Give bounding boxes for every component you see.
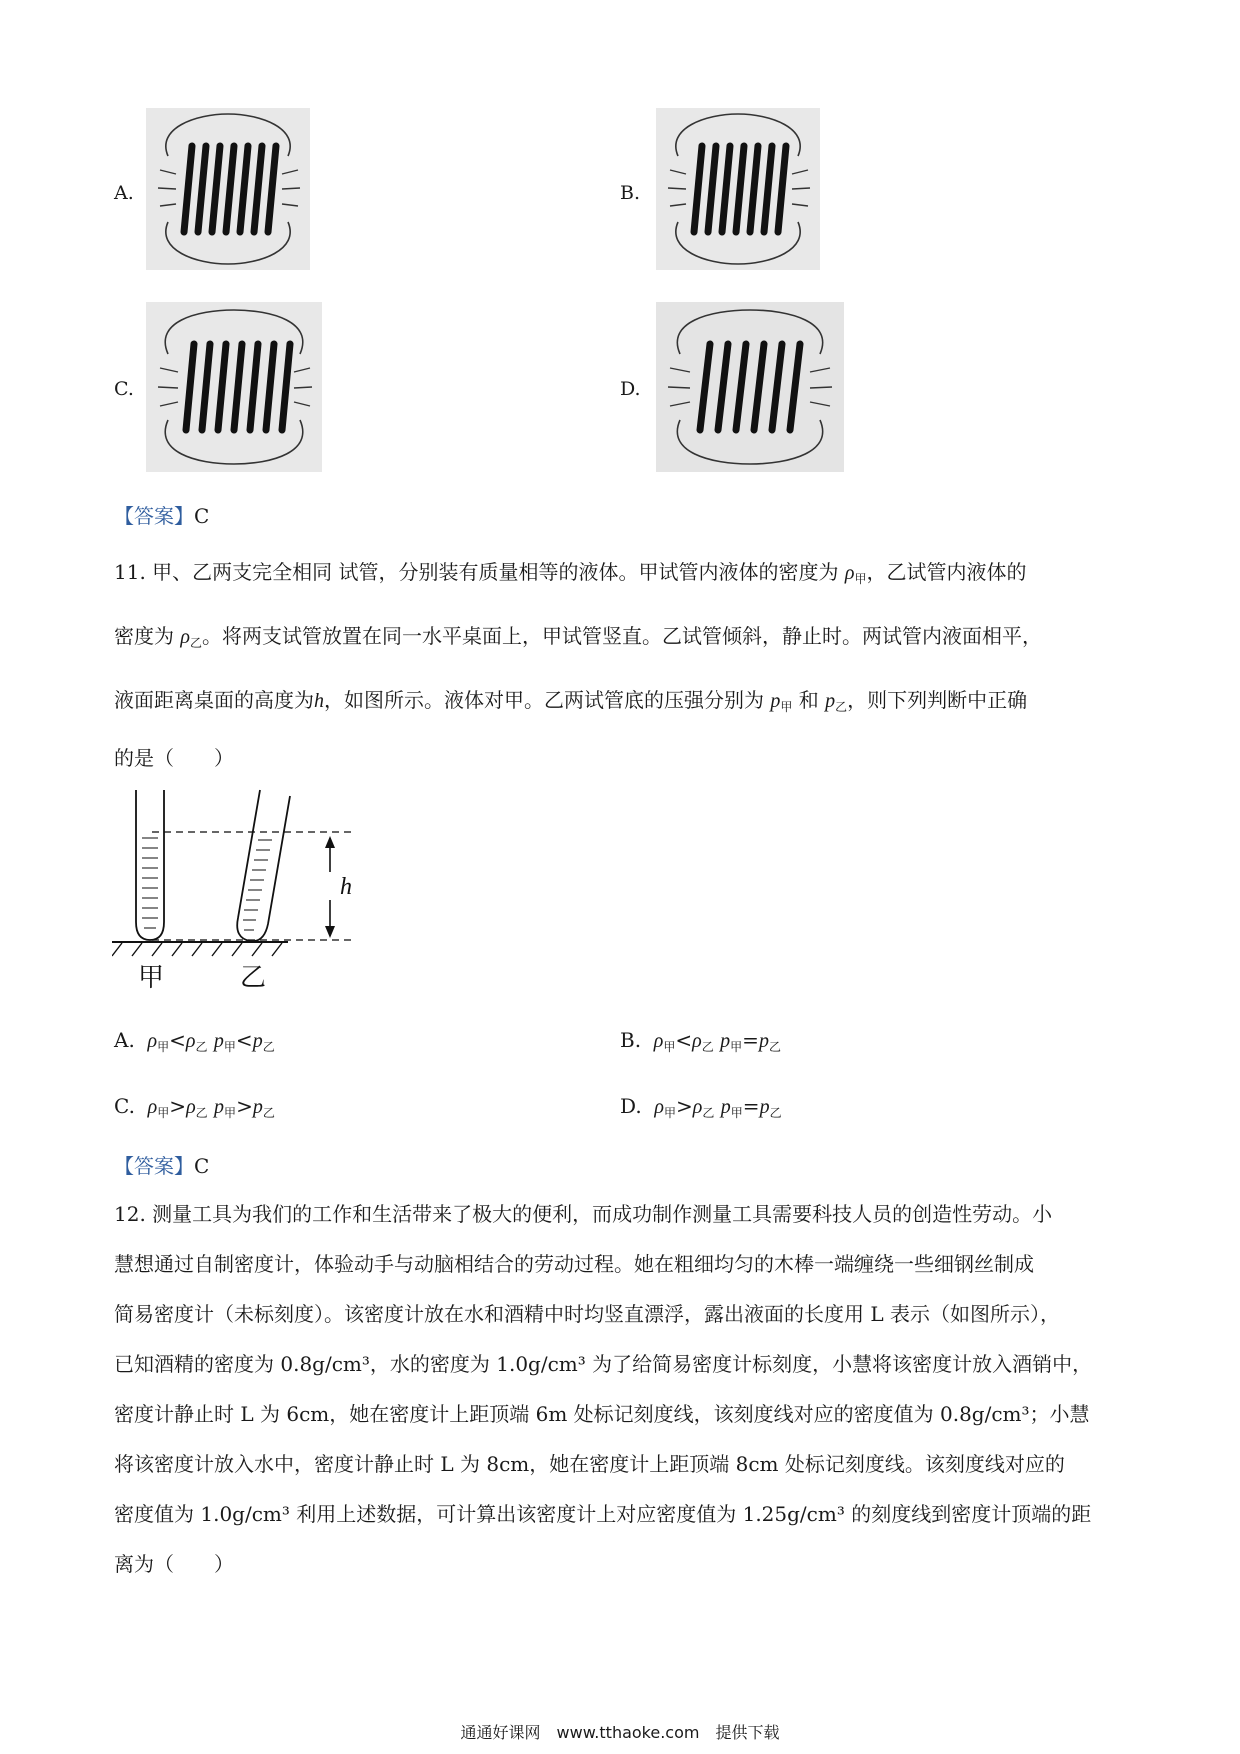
q10-option-b-label: B. xyxy=(620,182,641,204)
q11-option-c[interactable]: C. $\rho_甲>\rho_乙$ $p_甲>p_乙$ xyxy=(114,1094,275,1120)
q10-answer-value: C xyxy=(194,504,210,528)
rho-yi-symbol: $\rho_乙$ xyxy=(180,626,202,650)
q11-line-2 xyxy=(114,620,1042,651)
q12-line-1: 12. 测量工具为我们的工作和生活带来了极大的便利，而成功制作测量工具需要科技人员的创造性劳动。小 xyxy=(114,1202,1053,1226)
q12-line-3: 简易密度计（未标刻度）。该密度计放在水和酒精中时均竖直漂浮，露出液面的长度用 L 表示（如图所示）， xyxy=(114,1302,1060,1326)
q11-text-7: 和 xyxy=(798,688,819,712)
q11-answer-tag: 【答案】 xyxy=(114,1154,194,1178)
q11-option-b[interactable]: B. $\rho_甲<\rho_乙$ $p_甲=p_乙$ xyxy=(620,1028,781,1054)
q11-answer-value: C xyxy=(194,1154,210,1178)
q11-option-d[interactable]: D. $\rho_甲>\rho_乙$ $p_甲=p_乙$ xyxy=(620,1094,782,1120)
p-yi-symbol: $p_乙$ xyxy=(825,690,848,714)
q10-option-c-label: C. xyxy=(114,378,134,400)
q11-line-4 xyxy=(114,742,234,771)
q12-line-6: 将该密度计放入水中，密度计静止时 L 为 8cm，她在密度计上距顶端 8cm 处标记刻度线。该刻度线对应的 xyxy=(114,1452,1065,1476)
q11-text-1: 11. 甲、乙两支完全相同 试管，分别装有质量相等的液体。甲试管内液体的密度为 xyxy=(114,560,839,584)
q11-answer xyxy=(114,1150,209,1179)
page-footer: 通通好课网 www.tthaoke.com 提供下载 xyxy=(460,1723,780,1742)
q10-answer-tag: 【答案】 xyxy=(114,504,194,528)
label-h: h xyxy=(340,874,352,900)
label-yi: 乙 xyxy=(240,963,267,993)
q11-text-6: ，如图所示。液体对甲。乙两试管底的压强分别为 xyxy=(324,688,764,712)
q11-test-tube-figure xyxy=(112,786,362,996)
q10-option-d-label: D. xyxy=(620,378,641,400)
rho-jia-symbol: $\rho_甲$ xyxy=(844,562,867,586)
h-symbol: h xyxy=(314,690,324,712)
q11-text-2: ，乙试管内液体的 xyxy=(866,560,1027,584)
q12-line-8: 离为（ ） xyxy=(114,1552,234,1576)
q12-line-4: 已知酒精的密度为 0.8g/cm³，水的密度为 1.0g/cm³ 为了给简易密度计标刻度，小慧将该密度计放入酒销中， xyxy=(114,1352,1093,1376)
q11-line-3 xyxy=(114,684,1027,715)
label-jia: 甲 xyxy=(138,963,165,993)
q12-line-7: 密度值为 1.0g/cm³ 利用上述数据，可计算出该密度计上对应密度值为 1.25g/cm³ 的刻度线到密度计顶端的距 xyxy=(114,1502,1092,1526)
q11-text-5: 液面距离桌面的高度为 xyxy=(114,688,314,712)
q11-text-4: 。将两支试管放置在同一水平桌面上，甲试管竖直。乙试管倾斜，静止时。两试管内液面相平， xyxy=(201,624,1042,648)
q11-line-1 xyxy=(114,556,1027,587)
q10-figure-d xyxy=(656,302,844,472)
q10-figure-b xyxy=(656,108,820,270)
q10-option-a-label: A. xyxy=(114,182,134,204)
q10-figure-c xyxy=(146,302,322,472)
q12-line-2: 慧想通过自制密度计，体验动手与动脑相结合的劳动过程。她在粗细均匀的木棒一端缠绕一些细钢丝制成 xyxy=(114,1252,1034,1276)
q11-text-3: 密度为 xyxy=(114,624,174,648)
q11-text-9: 的是（ ） xyxy=(114,746,234,770)
q12-line-5: 密度计静止时 L 为 6cm，她在密度计上距顶端 6m 处标记刻度线，该刻度线对应的密度值为 0.8g/cm³；小慧 xyxy=(114,1402,1090,1426)
q10-answer xyxy=(114,500,209,529)
q11-text-8: ，则下列判断中正确 xyxy=(847,688,1028,712)
q10-figure-a xyxy=(146,108,310,270)
p-jia-symbol: $p_甲$ xyxy=(770,690,793,714)
q11-option-a[interactable]: A. $\rho_甲<\rho_乙$ $p_甲<p_乙$ xyxy=(114,1028,275,1054)
